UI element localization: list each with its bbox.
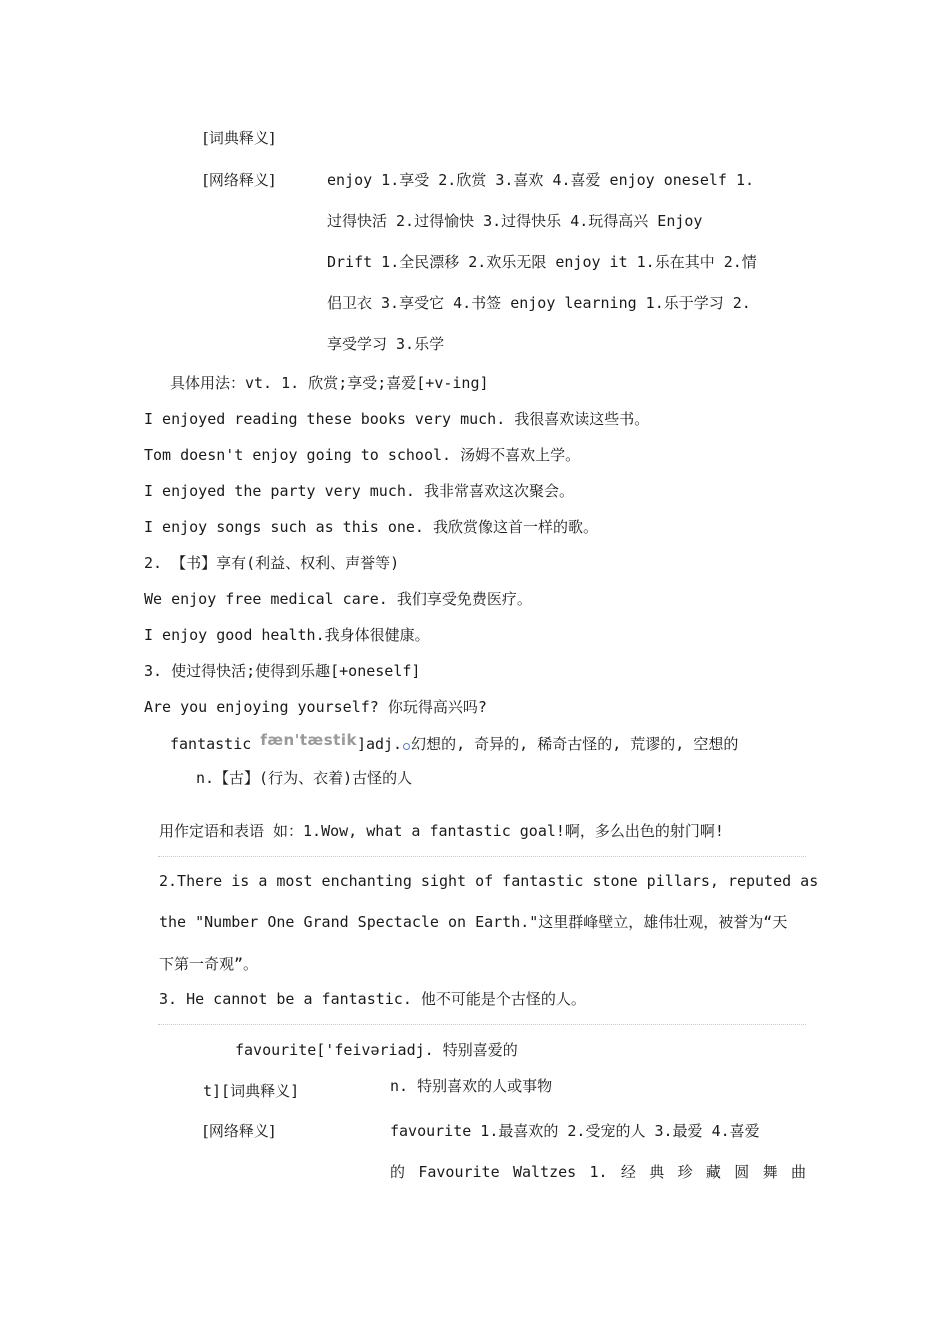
token: 珍 (677, 1163, 693, 1181)
token: 舞 (762, 1163, 778, 1181)
web-definition-line (390, 1162, 806, 1182)
definition: 幻想的, 奇异的, 稀奇古怪的, 荒谬的, 空想的 (411, 735, 739, 753)
web-definition-label: [网络释义] (203, 1122, 275, 1140)
example-sentence: the "Number One Grand Spectacle on Earth."这里群峰壁立，雄伟壮观，被誉为“天 (159, 913, 788, 931)
example-sentence: 下第一奇观”。 (159, 955, 259, 973)
token: 圆 (734, 1163, 750, 1181)
web-definition-line: 享受学习 3.乐学 (327, 335, 445, 353)
token: Favourite (418, 1163, 500, 1181)
web-definition-line: 过得快活 2.过得愉快 3.过得快乐 4.玩得高兴 Enjoy (327, 212, 703, 230)
web-definition-line: 侣卫衣 3.享受它 4.书签 enjoy learning 1.乐于学习 2. (327, 294, 751, 312)
phonetic-image: fæn'tæstik (260, 731, 357, 749)
example-sentence: Tom doesn't enjoy going to school. 汤姆不喜欢上学。 (144, 446, 581, 464)
web-definition-line: favourite 1.最喜欢的 2.受宠的人 3.最爱 4.喜爱 (390, 1122, 760, 1140)
token: 经 (620, 1163, 636, 1181)
part-of-speech: adj. (365, 735, 403, 753)
dict-definition-label: t][词典释义] (203, 1082, 300, 1100)
token: 曲 (790, 1163, 806, 1181)
dict-definition-label: [词典释义] (203, 129, 275, 147)
example-sentence: I enjoy good health.我身体很健康。 (144, 626, 430, 644)
divider (158, 856, 806, 857)
example-sentence: I enjoyed the party very much. 我非常喜欢这次聚会。 (144, 482, 574, 500)
example-sentence: 2.There is a most enchanting sight of fantastic stone pillars, reputed as (159, 872, 819, 890)
web-definition-line: Drift 1.全民漂移 2.欢乐无限 enjoy it 1.乐在其中 2.情 (327, 253, 757, 271)
favourite-headword-line: favourite['feivəriadj. 特别喜爱的 (235, 1041, 518, 1059)
example-sentence: 用作定语和表语 如：1.Wow, what a fantastic goal!啊，多么出色的射门啊! (159, 822, 724, 840)
token: 藏 (705, 1163, 721, 1181)
sense-heading: 3. 使过得快活;使得到乐趣[+oneself] (144, 662, 421, 680)
example-sentence: I enjoyed reading these books very much. 我很喜欢读这些书。 (144, 410, 650, 428)
anchor-marker-icon (403, 743, 410, 750)
token: Waltzes (512, 1163, 577, 1181)
phonetic-bracket: ] (356, 735, 366, 753)
headword: fantastic (170, 735, 252, 753)
example-sentence: We enjoy free medical care. 我们享受免费医疗。 (144, 590, 532, 608)
noun-definition: n.【古】(行为、衣着)古怪的人 (196, 769, 413, 787)
example-sentence: Are you enjoying yourself? 你玩得高兴吗? (144, 698, 487, 716)
token: 1. (589, 1163, 608, 1181)
divider (158, 1024, 806, 1025)
token: 的 (390, 1163, 406, 1181)
noun-definition: n. 特别喜欢的人或事物 (390, 1077, 553, 1095)
sense-heading: 2. 【书】享有(利益、权利、声誉等) (144, 554, 400, 572)
web-definition-line: enjoy 1.享受 2.欣赏 3.喜欢 4.喜爱 enjoy oneself 1. (327, 171, 755, 189)
example-sentence: 3. He cannot be a fantastic. 他不可能是个古怪的人。 (159, 990, 586, 1008)
usage-heading: 具体用法：vt. 1. 欣赏;享受;喜爱[+v-ing] (170, 374, 489, 392)
web-definition-label: [网络释义] (203, 171, 275, 189)
token: 典 (649, 1163, 665, 1181)
example-sentence: I enjoy songs such as this one. 我欣赏像这首一样的歌。 (144, 518, 598, 536)
fantastic-headword-line (170, 731, 739, 754)
